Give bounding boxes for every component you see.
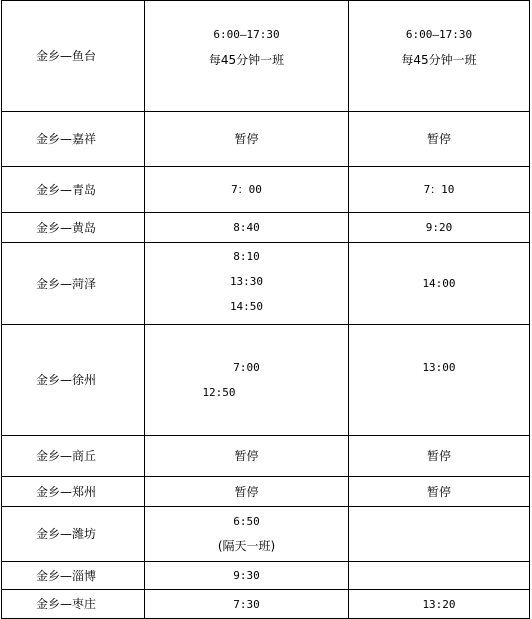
route-name: 金乡—徐州 <box>35 373 96 387</box>
departure-time: 6:00—17:30 <box>405 27 473 41</box>
departure-cell <box>349 1 530 112</box>
departure-time: 7:00 <box>233 361 260 374</box>
departure-cell <box>349 325 530 436</box>
table-row <box>2 167 530 213</box>
table-row <box>2 477 530 507</box>
route-cell <box>2 213 145 243</box>
frequency-note: 每45分钟一班 <box>401 52 477 67</box>
departure-cell <box>349 477 530 507</box>
status-text: 暂停 <box>234 449 259 463</box>
bus-schedule-table <box>1 0 530 619</box>
departure-cell <box>145 243 349 325</box>
departure-cell <box>145 213 349 243</box>
route-cell <box>2 243 145 325</box>
departure-cell <box>349 243 530 325</box>
route-name: 金乡—淄博 <box>35 568 96 583</box>
departure-time: 7:30 <box>233 597 260 611</box>
table-row <box>2 590 530 619</box>
status-text: 暂停 <box>426 132 451 146</box>
table-row <box>2 436 530 477</box>
departure-time: 7：00 <box>231 183 262 196</box>
departure-time: 8:40 <box>233 221 260 234</box>
departure-cell <box>145 562 349 590</box>
table-row <box>2 213 530 243</box>
route-name: 金乡—枣庄 <box>35 597 96 611</box>
route-cell <box>2 436 145 477</box>
route-name: 金乡—鱼台 <box>35 49 96 63</box>
departure-cell <box>145 436 349 477</box>
departure-time: 7：10 <box>423 183 455 196</box>
departure-time: 13:00 <box>422 360 456 374</box>
route-cell <box>2 112 145 167</box>
route-cell <box>2 477 145 507</box>
route-name: 金乡—黄岛 <box>35 220 96 235</box>
table-row <box>2 112 530 167</box>
departure-cell-empty <box>349 562 530 590</box>
frequency-note: (隔天一班) <box>217 539 276 553</box>
table-row <box>2 325 530 436</box>
route-name: 金乡—潍坊 <box>35 527 96 541</box>
route-cell <box>2 1 145 112</box>
departure-cell <box>349 112 530 167</box>
departure-cell <box>349 213 530 243</box>
status-text: 暂停 <box>426 484 451 499</box>
departure-time: 14:50 <box>229 300 264 313</box>
departure-time: 9:20 <box>425 221 453 234</box>
departure-cell <box>145 477 349 507</box>
departure-cell <box>145 167 349 213</box>
departure-cell <box>349 167 530 213</box>
departure-time: 13:20 <box>422 597 456 611</box>
frequency-note: 每45分钟一班 <box>208 52 285 67</box>
status-text: 暂停 <box>234 132 259 146</box>
route-name: 金乡—嘉祥 <box>35 132 96 146</box>
departure-cell <box>145 325 349 436</box>
table-row <box>2 1 530 112</box>
table-row <box>2 562 530 590</box>
route-name: 金乡—菏泽 <box>35 276 96 291</box>
departure-cell <box>349 590 530 619</box>
departure-cell <box>145 1 349 112</box>
departure-time: 14:00 <box>422 277 456 290</box>
status-text: 暂停 <box>234 484 259 499</box>
route-cell <box>2 590 145 619</box>
departure-time: 6:00—17:30 <box>213 27 280 41</box>
departure-time: 12:50 <box>202 386 236 399</box>
route-name: 金乡—青岛 <box>35 182 96 197</box>
status-text: 暂停 <box>426 449 451 463</box>
route-cell <box>2 562 145 590</box>
table-row <box>2 243 530 325</box>
departure-cell-empty <box>349 507 530 562</box>
table-row <box>2 507 530 562</box>
route-cell <box>2 507 145 562</box>
departure-time: 8:10 <box>233 250 260 263</box>
departure-cell <box>349 436 530 477</box>
departure-time: 13:30 <box>229 275 264 288</box>
departure-cell <box>145 507 349 562</box>
route-cell <box>2 167 145 213</box>
route-cell <box>2 325 145 436</box>
departure-time: 9:30 <box>233 569 260 582</box>
route-name: 金乡—郑州 <box>35 484 96 499</box>
departure-cell <box>145 112 349 167</box>
departure-time: 6:50 <box>233 515 260 528</box>
departure-cell <box>145 590 349 619</box>
route-name: 金乡—商丘 <box>35 449 96 463</box>
